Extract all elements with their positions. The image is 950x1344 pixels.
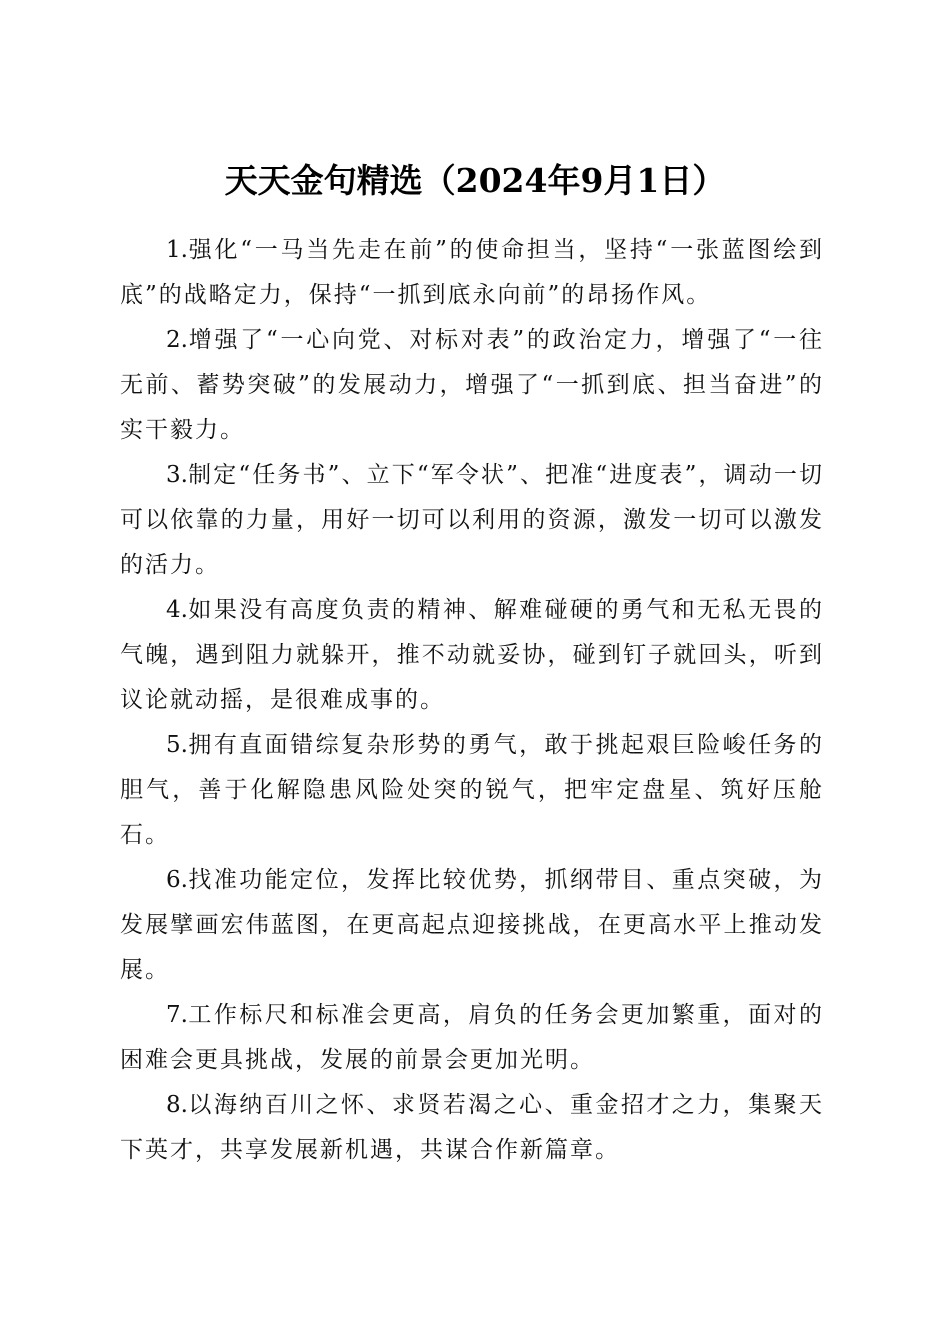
quote-item-8 bbox=[120, 1083, 824, 1173]
quote-item-3 bbox=[120, 453, 824, 588]
quote-text: 拥有直面错综复杂形势的勇气，敢于挑起艰巨险峻任务的胆气，善于化解隐患风险处突的锐气，把牢定盘星、筑好压舱石。 bbox=[120, 732, 824, 848]
quote-text: 增强了“一心向党、对标对表”的政治定力，增强了“一往无前、蓄势突破”的发展动力，增强了“一抓到底、担当奋进”的实干毅力。 bbox=[120, 327, 824, 443]
quote-text: 强化“一马当先走在前”的使命担当，坚持“一张蓝图绘到底”的战略定力，保持“一抓到底永向前”的昂扬作风。 bbox=[120, 237, 824, 308]
quote-number: 2. bbox=[166, 327, 188, 353]
quote-item-2 bbox=[120, 318, 824, 453]
quote-text: 如果没有高度负责的精神、解难碰硬的勇气和无私无畏的气魄，遇到阻力就躲开，推不动就妥协，碰到钉子就回头，听到议论就动摇，是很难成事的。 bbox=[120, 597, 824, 713]
quote-number: 6. bbox=[166, 867, 188, 893]
quote-number: 7. bbox=[166, 1002, 188, 1028]
document-title: 天天金句精选（2024年9月1日） bbox=[224, 161, 726, 201]
quote-item-6 bbox=[120, 858, 824, 993]
quote-number: 1. bbox=[166, 237, 188, 263]
quote-text: 以海纳百川之怀、求贤若渴之心、重金招才之力，集聚天下英才，共享发展新机遇，共谋合作新篇章。 bbox=[120, 1092, 824, 1163]
quote-number: 3. bbox=[166, 462, 188, 488]
quote-item-4 bbox=[120, 588, 824, 723]
quote-item-5 bbox=[120, 723, 824, 858]
document-body bbox=[120, 228, 824, 1173]
quote-text: 制定“任务书”、立下“军令状”、把准“进度表”，调动一切可以依靠的力量，用好一切可以利用的资源，激发一切可以激发的活力。 bbox=[120, 462, 824, 578]
quote-text: 工作标尺和标准会更高，肩负的任务会更加繁重，面对的困难会更具挑战，发展的前景会更加光明。 bbox=[120, 1002, 824, 1073]
quote-item-1 bbox=[120, 228, 824, 318]
quote-number: 5. bbox=[166, 732, 188, 758]
quote-item-7 bbox=[120, 993, 824, 1083]
quote-text: 找准功能定位，发挥比较优势，抓纲带目、重点突破，为发展擘画宏伟蓝图，在更高起点迎接挑战，在更高水平上推动发展。 bbox=[120, 867, 824, 983]
quote-number: 4. bbox=[166, 597, 188, 623]
quote-number: 8. bbox=[166, 1092, 188, 1118]
